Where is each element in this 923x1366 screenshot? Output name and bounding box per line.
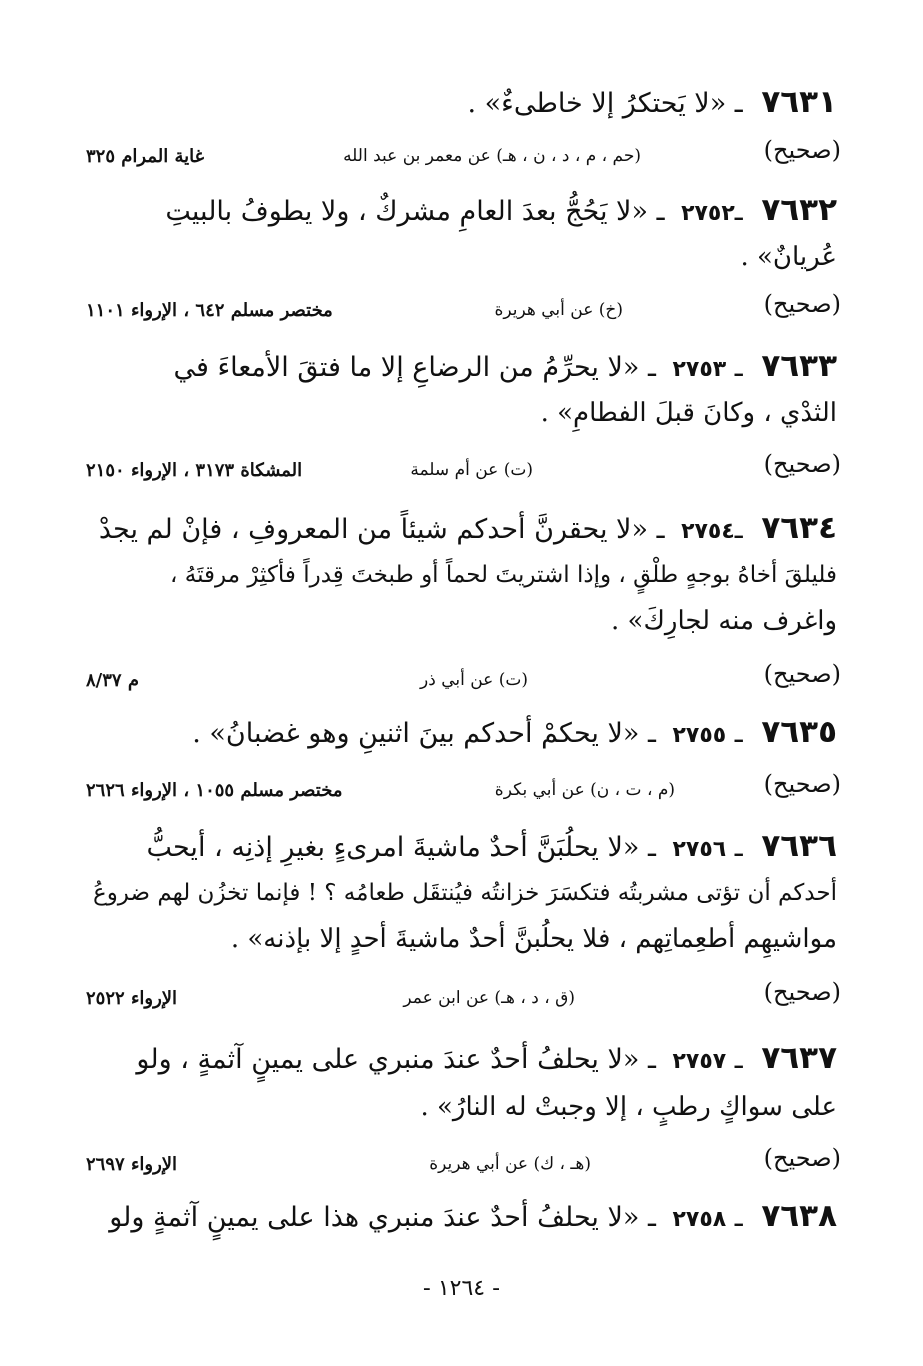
hadith-number: ٧٦٣٣ — [761, 348, 837, 384]
hadith-continuation: عُريانٌ» . — [740, 242, 837, 272]
hadith-number: ٧٦٣٨ — [761, 1198, 837, 1234]
hadith-text: «لا يحلفُ أحدٌ عندَ منبري على يمينٍ آثمةٍ ، ولو — [136, 1044, 640, 1075]
hadith-line — [80, 84, 837, 122]
grade-label: (صحيح) — [763, 978, 841, 1006]
grade-label: (صحيح) — [763, 770, 841, 798]
source-citation: (هـ ، ك) عن أبي هريرة — [429, 1154, 591, 1174]
reference: م ٨/٣٧ — [86, 670, 139, 691]
grade-label: (صحيح) — [763, 1144, 841, 1172]
hadith-continuation: مواشيهِم أطعِماتِهم ، فلا يحلُبنَّ أحدٌ ماشيةَ أحدٍ إلا بإذنه» . — [230, 924, 837, 954]
hadith-secondary-number: ٢٧٥٥ — [672, 723, 727, 748]
grade-label: (صحيح) — [763, 136, 841, 164]
reference: الإرواء ٢٥٢٢ — [86, 988, 178, 1009]
source-citation: (خ) عن أبي هريرة — [494, 300, 623, 320]
hadith-number: ٧٦٣٤ — [761, 510, 837, 546]
reference: مختصر مسلم ١٠٥٥ ، الإرواء ٢٦٢٦ — [86, 780, 343, 801]
hadith-number: ٧٦٣٥ — [761, 714, 837, 750]
source-citation: (ت) عن أبي ذر — [420, 670, 528, 690]
hadith-line: ٧٦٣٢ ـ٢٧٥٢ ـ «لا يَحُجُّ بعدَ العامِ مشركٌ ، ولا يطوفُ بالبيتِ — [165, 192, 837, 228]
source-citation: (ق ، د ، هـ) عن ابن عمر — [403, 988, 575, 1008]
hadith-text: «لا يحرِّمُ من الرضاعِ إلا ما فتقَ الأمعاءَ في — [173, 352, 640, 383]
hadith-text: «لا يحقرنَّ أحدكم شيئاً من المعروفِ ، فإنْ لم يجدْ — [98, 514, 648, 545]
hadith-number: ٧٦٣٢ — [761, 192, 837, 228]
hadith-number: ٧٦٣٧ — [761, 1040, 837, 1076]
hadith-secondary-number: ٢٧٥٣ — [672, 357, 727, 382]
hadith-dash: ـ — [726, 88, 743, 119]
hadith-text: «لا يَحتكرُ إلا خاطىءٌ» . — [467, 88, 727, 119]
reference: الإرواء ٢٦٩٧ — [86, 1154, 178, 1175]
page-number: - ١٢٦٤ - — [422, 1276, 501, 1301]
hadith-line: ٧٦٣٧ ـ ٢٧٥٧ ـ «لا يحلفُ أحدٌ عندَ منبري على يمينٍ آثمةٍ ، ولو — [136, 1040, 837, 1076]
hadith-number: ٧٦٣٦ — [761, 828, 837, 864]
hadith-number: ٧٦٣١ — [761, 84, 837, 120]
hadith-line: ٧٦٣٣ ـ ٢٧٥٣ ـ «لا يحرِّمُ من الرضاعِ إلا ما فتقَ الأمعاءَ في — [173, 348, 837, 384]
hadith-secondary-number: ٢٧٥٢ — [681, 201, 735, 226]
hadith-continuation: على سواكٍ رطبٍ ، إلا وجبتْ له النارُ» . — [420, 1092, 837, 1122]
hadith-continuation: فليلقَ أخاهُ بوجهٍ طلْقٍ ، وإذا اشتريتَ لحماً أو طبختَ قِدراً فأكثِرْ مرقتَهُ ، — [170, 562, 837, 588]
reference: المشكاة ٣١٧٣ ، الإرواء ٢١٥٠ — [86, 460, 303, 481]
grade-label: (صحيح) — [763, 290, 841, 318]
hadith-secondary-number: ٢٧٥٧ — [672, 1049, 727, 1074]
hadith-text: «لا يحلُبَنَّ أحدٌ ماشيةَ امرىءٍ بغيرِ إذنِه ، أيحبُّ — [146, 832, 640, 863]
reference: غاية المرام ٣٢٥ — [86, 146, 205, 167]
hadith-text: «لا يحلفُ أحدٌ عندَ منبري هذا على يمينٍ آثمةٍ ولو — [109, 1202, 640, 1233]
hadith-continuation: الثدْي ، وكانَ قبلَ الفطامِ» . — [540, 398, 837, 428]
hadith-text: «لا يحكمْ أحدكم بينَ اثنينِ وهو غضبانُ» . — [192, 718, 640, 749]
hadith-continuation: أحدكم أن تؤتى مشربتُه فتكسَرَ خزانتُه فيُنتقَل طعامُه ؟ ! فإنما تخزُن لهم ضروعُ — [92, 880, 837, 906]
hadith-line: ٧٦٣٤ ـ٢٧٥٤ ـ «لا يحقرنَّ أحدكم شيئاً من المعروفِ ، فإنْ لم يجدْ — [98, 510, 837, 546]
hadith-continuation: واغرف منه لجارِكَ» . — [611, 606, 837, 636]
hadith-secondary-number: ٢٧٥٤ — [681, 519, 735, 544]
reference: مختصر مسلم ٦٤٢ ، الإرواء ١١٠١ — [86, 300, 333, 321]
hadith-line: ٧٦٣٨ ـ ٢٧٥٨ ـ «لا يحلفُ أحدٌ عندَ منبري هذا على يمينٍ آثمةٍ ولو — [109, 1198, 837, 1234]
hadith-line: ٧٦٣٥ ـ ٢٧٥٥ ـ «لا يحكمْ أحدكم بينَ اثنينِ وهو غضبانُ» . — [192, 714, 837, 750]
hadith-secondary-number: ٢٧٥٦ — [672, 837, 727, 862]
grade-label: (صحيح) — [763, 450, 841, 478]
source-citation: (م ، ت ، ن) عن أبي بكرة — [494, 780, 675, 800]
grade-label: (صحيح) — [763, 660, 841, 688]
hadith-secondary-number: ٢٧٥٨ — [672, 1207, 727, 1232]
source-citation: (حم ، م ، د ، ن ، هـ) عن معمر بن عبد الله — [343, 146, 641, 166]
source-citation: (ت) عن أم سلمة — [410, 460, 533, 480]
hadith-line: ٧٦٣٦ ـ ٢٧٥٦ ـ «لا يحلُبَنَّ أحدٌ ماشيةَ امرىءٍ بغيرِ إذنِه ، أيحبُّ — [146, 828, 837, 864]
hadith-text: «لا يَحُجُّ بعدَ العامِ مشركٌ ، ولا يطوفُ بالبيتِ — [165, 196, 648, 227]
